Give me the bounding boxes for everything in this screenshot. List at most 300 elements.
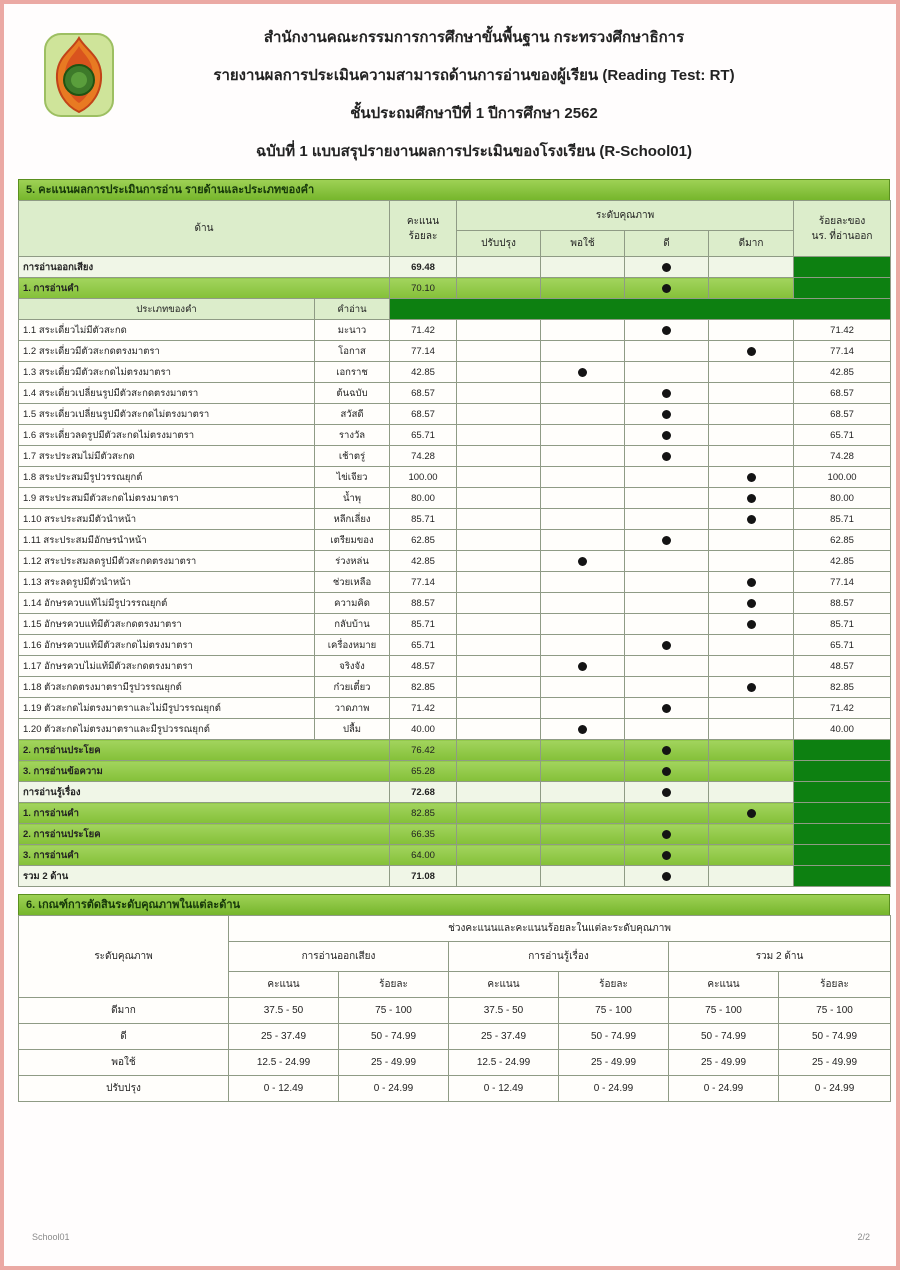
criteria-row [19, 1076, 891, 1102]
score-cell: 65.71 [390, 635, 457, 656]
quality-dot-cell-prabprung [457, 320, 541, 341]
criteria-group-total: รวม 2 ด้าน [669, 942, 891, 972]
quality-dot-cell-prabprung [457, 782, 541, 803]
table-row [19, 761, 891, 782]
quality-dot [747, 494, 756, 503]
quality-dot-cell-pochai [541, 635, 625, 656]
quality-dot-cell-dimak [709, 824, 794, 845]
quality-dot-cell-dimak [709, 614, 794, 635]
col-header-side: ด้าน [19, 201, 390, 257]
criteria-col-quality: ระดับคุณภาพ [19, 916, 229, 998]
percent-read-cell-dark [794, 257, 891, 278]
quality-dot [662, 326, 671, 335]
criteria-range-cell: 50 - 74.99 [779, 1024, 891, 1050]
table-row [19, 782, 891, 803]
quality-dot [578, 662, 587, 671]
row-label-cell: 1.14 อักษรควบแท้ไม่มีรูปวรรณยุกต์ [19, 593, 315, 614]
quality-dot-cell-prabprung [457, 719, 541, 740]
ministry-emblem-logo [42, 30, 116, 120]
quality-dot [662, 851, 671, 860]
quality-dot-cell-pochai [541, 530, 625, 551]
score-cell: 80.00 [390, 488, 457, 509]
percent-read-cell: 85.71 [794, 614, 891, 635]
quality-dot-cell-dimak [709, 551, 794, 572]
criteria-group-comprehension: การอ่านรู้เรื่อง [449, 942, 669, 972]
quality-dot [747, 347, 756, 356]
quality-dot-cell-pochai [541, 425, 625, 446]
quality-dot [747, 620, 756, 629]
quality-dot-cell-di [625, 677, 709, 698]
row-label-cell: 3. การอ่านข้อความ [19, 761, 390, 782]
criteria-range-cell: 25 - 49.99 [669, 1050, 779, 1076]
quality-dot [662, 830, 671, 839]
word-cell: ร่วงหล่น [315, 551, 390, 572]
quality-dot-cell-di [625, 488, 709, 509]
percent-read-cell-dark [794, 803, 891, 824]
table-row [19, 656, 891, 677]
quality-dot-cell-di [625, 824, 709, 845]
percent-read-cell: 80.00 [794, 488, 891, 509]
quality-dot-cell-pochai [541, 803, 625, 824]
quality-dot-cell-di [625, 719, 709, 740]
table-row [19, 320, 891, 341]
quality-dot-cell-prabprung [457, 425, 541, 446]
word-cell: เอกราช [315, 362, 390, 383]
percent-read-cell: 62.85 [794, 530, 891, 551]
score-cell: 85.71 [390, 509, 457, 530]
row-label-cell: 1.16 อักษรควบแท้มีตัวสะกดไม่ตรงมาตรา [19, 635, 315, 656]
quality-dot-cell-pochai [541, 509, 625, 530]
table-row [19, 677, 891, 698]
criteria-range-cell: 75 - 100 [779, 998, 891, 1024]
row-label-cell: 1.17 อักษรควบไม่แท้มีตัวสะกดตรงมาตรา [19, 656, 315, 677]
table-row [19, 278, 891, 299]
table-row [19, 446, 891, 467]
row-label-cell: 1. การอ่านคำ [19, 278, 390, 299]
quality-dot-cell-prabprung [457, 593, 541, 614]
criteria-group-oral: การอ่านออกเสียง [229, 942, 449, 972]
row-label-cell: 1.2 สระเดี่ยวมีตัวสะกดตรงมาตรา [19, 341, 315, 362]
quality-dot-cell-pochai [541, 362, 625, 383]
score-cell: 88.57 [390, 593, 457, 614]
quality-dot-cell-pochai [541, 404, 625, 425]
report-body [18, 179, 890, 1102]
quality-dot-cell-di [625, 362, 709, 383]
quality-criteria-table [18, 915, 891, 1102]
word-cell: น้ำพุ [315, 488, 390, 509]
row-label-cell: 1.5 สระเดี่ยวเปลี่ยนรูปมีตัวสะกดไม่ตรงมาตรา [19, 404, 315, 425]
col-header-level-pochai: พอใช้ [541, 231, 625, 257]
quality-dot-cell-di [625, 425, 709, 446]
col-header-level-di: ดี [625, 231, 709, 257]
col-header-score: คะแนน ร้อยละ [390, 201, 457, 257]
quality-dot [662, 284, 671, 293]
row-label-cell: 1.9 สระประสมมีตัวสะกดไม่ตรงมาตรา [19, 488, 315, 509]
report-title: รายงานผลการประเมินความสามารถด้านการอ่านของผู้เรียน (Reading Test: RT) [213, 67, 735, 84]
table-row [19, 740, 891, 761]
quality-dot-cell-dimak [709, 740, 794, 761]
criteria-subcol-score: คะแนน [449, 972, 559, 998]
score-cell: 71.42 [390, 320, 457, 341]
row-label-cell: 1.18 ตัวสะกดตรงมาตรามีรูปวรรณยุกต์ [19, 677, 315, 698]
grade-line: ชั้นประถมศึกษาปีที่ 1 ปีการศึกษา 2562 [350, 105, 598, 122]
word-type-header: ประเภทของคำ [19, 299, 315, 320]
quality-dot [578, 557, 587, 566]
quality-dot-cell-dimak [709, 530, 794, 551]
percent-read-cell: 68.57 [794, 383, 891, 404]
word-cell: โอกาส [315, 341, 390, 362]
row-label-cell: การอ่านรู้เรื่อง [19, 782, 390, 803]
quality-dot [662, 767, 671, 776]
criteria-row [19, 1024, 891, 1050]
row-label-cell: การอ่านออกเสียง [19, 257, 390, 278]
quality-dot-cell-pochai [541, 782, 625, 803]
quality-dot [747, 683, 756, 692]
row-label-cell: 1.3 สระเดี่ยวมีตัวสะกดไม่ตรงมาตรา [19, 362, 315, 383]
quality-dot-cell-pochai [541, 656, 625, 677]
quality-dot-cell-pochai [541, 698, 625, 719]
percent-read-cell: 48.57 [794, 656, 891, 677]
document-header [124, 28, 824, 180]
score-cell: 66.35 [390, 824, 457, 845]
percent-read-cell: 77.14 [794, 572, 891, 593]
table-row [19, 488, 891, 509]
quality-dot-cell-di [625, 467, 709, 488]
quality-dot-cell-prabprung [457, 278, 541, 299]
quality-dot-cell-prabprung [457, 824, 541, 845]
score-cell: 71.08 [390, 866, 457, 887]
quality-dot [662, 872, 671, 881]
results-rows [19, 257, 891, 887]
percent-read-cell: 42.85 [794, 362, 891, 383]
score-cell: 64.00 [390, 845, 457, 866]
footer-form-code: School01 [32, 1232, 70, 1242]
score-cell: 40.00 [390, 719, 457, 740]
score-cell: 42.85 [390, 551, 457, 572]
row-label-cell: 1.20 ตัวสะกดไม่ตรงมาตราและมีรูปวรรณยุกต์ [19, 719, 315, 740]
quality-dot-cell-di [625, 761, 709, 782]
quality-dot-cell-dimak [709, 278, 794, 299]
criteria-level-cell: ดีมาก [19, 998, 229, 1024]
score-cell: 82.85 [390, 677, 457, 698]
quality-dot-cell-dimak [709, 719, 794, 740]
quality-dot-cell-di [625, 383, 709, 404]
quality-dot-cell-prabprung [457, 635, 541, 656]
quality-dot [662, 641, 671, 650]
criteria-span-header: ช่วงคะแนนและคะแนนร้อยละในแต่ละระดับคุณภาพ [229, 916, 891, 942]
score-cell: 48.57 [390, 656, 457, 677]
quality-dot-cell-di [625, 656, 709, 677]
criteria-subcol-percent: ร้อยละ [779, 972, 891, 998]
table-row [19, 614, 891, 635]
quality-dot-cell-prabprung [457, 656, 541, 677]
quality-dot-cell-dimak [709, 341, 794, 362]
quality-dot [747, 578, 756, 587]
quality-dot-cell-dimak [709, 593, 794, 614]
criteria-range-cell: 50 - 74.99 [339, 1024, 449, 1050]
percent-read-cell-dark [794, 824, 891, 845]
criteria-subcol-percent: ร้อยละ [339, 972, 449, 998]
score-cell: 42.85 [390, 362, 457, 383]
row-label-cell: 1.6 สระเดี่ยวลดรูปมีตัวสะกดไม่ตรงมาตรา [19, 425, 315, 446]
quality-dot-cell-di [625, 278, 709, 299]
percent-read-cell-dark [794, 866, 891, 887]
percent-read-cell: 40.00 [794, 719, 891, 740]
quality-dot-cell-pochai [541, 614, 625, 635]
criteria-range-cell: 0 - 24.99 [339, 1076, 449, 1102]
word-cell: มะนาว [315, 320, 390, 341]
table-row [19, 803, 891, 824]
percent-read-cell-dark [794, 845, 891, 866]
criteria-level-cell: ดี [19, 1024, 229, 1050]
quality-dot-cell-prabprung [457, 614, 541, 635]
table-row [19, 593, 891, 614]
criteria-range-cell: 50 - 74.99 [669, 1024, 779, 1050]
criteria-range-cell: 25 - 49.99 [779, 1050, 891, 1076]
score-cell: 77.14 [390, 341, 457, 362]
word-cell: วาดภาพ [315, 698, 390, 719]
word-cell: ความคิด [315, 593, 390, 614]
quality-dot-cell-prabprung [457, 488, 541, 509]
word-cell: กลับบ้าน [315, 614, 390, 635]
row-label-cell: 1.19 ตัวสะกดไม่ตรงมาตราและไม่มีรูปวรรณยุกต์ [19, 698, 315, 719]
percent-read-cell: 100.00 [794, 467, 891, 488]
quality-dot-cell-dimak [709, 383, 794, 404]
quality-dot-cell-prabprung [457, 572, 541, 593]
quality-dot-cell-dimak [709, 866, 794, 887]
criteria-range-cell: 75 - 100 [339, 998, 449, 1024]
quality-dot-cell-di [625, 635, 709, 656]
word-cell: ปลื้ม [315, 719, 390, 740]
percent-read-cell-dark [794, 278, 891, 299]
row-label-cell: 3. การอ่านคำ [19, 845, 390, 866]
section6-title-bar: 6. เกณฑ์การตัดสินระดับคุณภาพในแต่ละด้าน [18, 894, 890, 915]
quality-dot [662, 746, 671, 755]
quality-dot [662, 431, 671, 440]
table-row [19, 530, 891, 551]
quality-dot-cell-dimak [709, 698, 794, 719]
quality-dot-cell-dimak [709, 404, 794, 425]
quality-dot-cell-dimak [709, 488, 794, 509]
table-row [19, 572, 891, 593]
quality-dot-cell-pochai [541, 467, 625, 488]
quality-dot-cell-prabprung [457, 761, 541, 782]
quality-dot-cell-dimak [709, 320, 794, 341]
score-cell: 68.57 [390, 404, 457, 425]
quality-dot-cell-di [625, 257, 709, 278]
quality-dot-cell-pochai [541, 677, 625, 698]
quality-dot-cell-pochai [541, 257, 625, 278]
quality-dot-cell-dimak [709, 467, 794, 488]
row-label-cell: 1. การอ่านคำ [19, 803, 390, 824]
quality-dot [662, 536, 671, 545]
quality-dot-cell-pochai [541, 446, 625, 467]
quality-dot-cell-prabprung [457, 530, 541, 551]
criteria-range-cell: 25 - 49.99 [339, 1050, 449, 1076]
row-label-cell: 1.8 สระประสมมีรูปวรรณยุกต์ [19, 467, 315, 488]
percent-read-cell: 71.42 [794, 320, 891, 341]
score-cell: 71.42 [390, 698, 457, 719]
quality-dot-cell-prabprung [457, 362, 541, 383]
quality-dot-cell-dimak [709, 635, 794, 656]
table-row [19, 383, 891, 404]
col-header-percent-read: ร้อยละของ นร. ที่อ่านออก [794, 201, 891, 257]
quality-dot [578, 725, 587, 734]
row-label-cell: 1.13 สระลดรูปมีตัวนำหน้า [19, 572, 315, 593]
table-row [19, 467, 891, 488]
row-label-cell: 1.11 สระประสมมีอักษรนำหน้า [19, 530, 315, 551]
criteria-range-cell: 37.5 - 50 [449, 998, 559, 1024]
quality-dot-cell-dimak [709, 362, 794, 383]
percent-read-cell: 68.57 [794, 404, 891, 425]
quality-dot-cell-di [625, 866, 709, 887]
word-cell: เช้าตรู่ [315, 446, 390, 467]
table-row [19, 257, 891, 278]
criteria-range-cell: 75 - 100 [669, 998, 779, 1024]
word-cell: เตรียมของ [315, 530, 390, 551]
percent-read-cell: 74.28 [794, 446, 891, 467]
quality-dot-cell-dimak [709, 845, 794, 866]
col-header-level-prabprung: ปรับปรุง [457, 231, 541, 257]
table-row [19, 845, 891, 866]
score-cell: 85.71 [390, 614, 457, 635]
table-row [19, 341, 891, 362]
percent-read-cell: 85.71 [794, 509, 891, 530]
quality-dot [578, 368, 587, 377]
percent-read-cell: 42.85 [794, 551, 891, 572]
criteria-range-cell: 12.5 - 24.99 [229, 1050, 339, 1076]
row-label-cell: 2. การอ่านประโยค [19, 824, 390, 845]
criteria-range-cell: 50 - 74.99 [559, 1024, 669, 1050]
quality-dot [662, 452, 671, 461]
percent-read-cell: 71.42 [794, 698, 891, 719]
criteria-range-cell: 12.5 - 24.99 [449, 1050, 559, 1076]
percent-read-cell: 82.85 [794, 677, 891, 698]
criteria-row [19, 1050, 891, 1076]
quality-dot-cell-di [625, 698, 709, 719]
quality-dot-cell-prabprung [457, 404, 541, 425]
word-cell: สวัสดี [315, 404, 390, 425]
table-row [19, 824, 891, 845]
quality-dot-cell-di [625, 530, 709, 551]
table-row [19, 299, 891, 320]
criteria-subcol-score: คะแนน [229, 972, 339, 998]
quality-dot-cell-pochai [541, 488, 625, 509]
col-header-quality: ระดับคุณภาพ [457, 201, 794, 231]
quality-dot-cell-pochai [541, 383, 625, 404]
row-label-cell: 2. การอ่านประโยค [19, 740, 390, 761]
quality-dot-cell-prabprung [457, 467, 541, 488]
quality-dot-cell-dimak [709, 509, 794, 530]
quality-dot-cell-dimak [709, 677, 794, 698]
quality-dot-cell-di [625, 803, 709, 824]
criteria-rows [19, 998, 891, 1102]
score-cell: 76.42 [390, 740, 457, 761]
criteria-range-cell: 0 - 12.49 [229, 1076, 339, 1102]
quality-dot-cell-prabprung [457, 257, 541, 278]
quality-dot [662, 788, 671, 797]
percent-read-cell: 77.14 [794, 341, 891, 362]
quality-dot-cell-di [625, 446, 709, 467]
quality-dot-cell-prabprung [457, 341, 541, 362]
reading-results-table [18, 200, 891, 887]
dark-band-cell [390, 299, 891, 320]
word-cell: ไข่เจียว [315, 467, 390, 488]
word-cell: ช่วยเหลือ [315, 572, 390, 593]
table-row [19, 698, 891, 719]
row-label-cell: 1.10 สระประสมมีตัวนำหน้า [19, 509, 315, 530]
table-row [19, 509, 891, 530]
criteria-subcol-percent: ร้อยละ [559, 972, 669, 998]
quality-dot-cell-dimak [709, 656, 794, 677]
row-label-cell: 1.12 สระประสมลดรูปมีตัวสะกดตรงมาตรา [19, 551, 315, 572]
quality-dot-cell-di [625, 509, 709, 530]
score-cell: 82.85 [390, 803, 457, 824]
quality-dot-cell-pochai [541, 341, 625, 362]
score-cell: 77.14 [390, 572, 457, 593]
quality-dot-cell-prabprung [457, 866, 541, 887]
row-label-cell: รวม 2 ด้าน [19, 866, 390, 887]
percent-read-cell: 65.71 [794, 425, 891, 446]
percent-read-cell-dark [794, 740, 891, 761]
quality-dot-cell-prabprung [457, 698, 541, 719]
word-cell: เครื่องหมาย [315, 635, 390, 656]
percent-read-cell: 65.71 [794, 635, 891, 656]
table-row [19, 362, 891, 383]
quality-dot-cell-pochai [541, 593, 625, 614]
footer-page-number: 2/2 [857, 1232, 870, 1242]
quality-dot-cell-di [625, 572, 709, 593]
quality-dot [747, 473, 756, 482]
score-cell: 62.85 [390, 530, 457, 551]
quality-dot-cell-pochai [541, 845, 625, 866]
quality-dot-cell-di [625, 404, 709, 425]
table-row [19, 719, 891, 740]
quality-dot [662, 263, 671, 272]
criteria-range-cell: 0 - 24.99 [779, 1076, 891, 1102]
criteria-range-cell: 37.5 - 50 [229, 998, 339, 1024]
quality-dot-cell-di [625, 341, 709, 362]
table-row [19, 866, 891, 887]
table-row [19, 425, 891, 446]
criteria-range-cell: 25 - 37.49 [229, 1024, 339, 1050]
criteria-range-cell: 0 - 24.99 [669, 1076, 779, 1102]
criteria-range-cell: 75 - 100 [559, 998, 669, 1024]
quality-dot-cell-prabprung [457, 551, 541, 572]
quality-dot-cell-pochai [541, 320, 625, 341]
score-cell: 74.28 [390, 446, 457, 467]
word-cell: หลีกเลี่ยง [315, 509, 390, 530]
quality-dot-cell-prabprung [457, 845, 541, 866]
quality-dot [747, 515, 756, 524]
quality-dot-cell-di [625, 551, 709, 572]
quality-dot-cell-pochai [541, 866, 625, 887]
row-label-cell: 1.7 สระประสมไม่มีตัวสะกด [19, 446, 315, 467]
score-cell: 69.48 [390, 257, 457, 278]
criteria-subcol-score: คะแนน [669, 972, 779, 998]
score-cell: 100.00 [390, 467, 457, 488]
quality-dot-cell-prabprung [457, 509, 541, 530]
criteria-range-cell: 0 - 12.49 [449, 1076, 559, 1102]
quality-dot [662, 704, 671, 713]
org-name: สำนักงานคณะกรรมการการศึกษาขั้นพื้นฐาน กระทรวงศึกษาธิการ [263, 29, 685, 46]
table-row [19, 551, 891, 572]
section5-title-bar: 5. คะแนนผลการประเมินการอ่าน รายด้านและประเภทของคำ [18, 179, 890, 200]
score-cell: 70.10 [390, 278, 457, 299]
quality-dot-cell-di [625, 320, 709, 341]
word-cell: รางวัล [315, 425, 390, 446]
criteria-row [19, 998, 891, 1024]
